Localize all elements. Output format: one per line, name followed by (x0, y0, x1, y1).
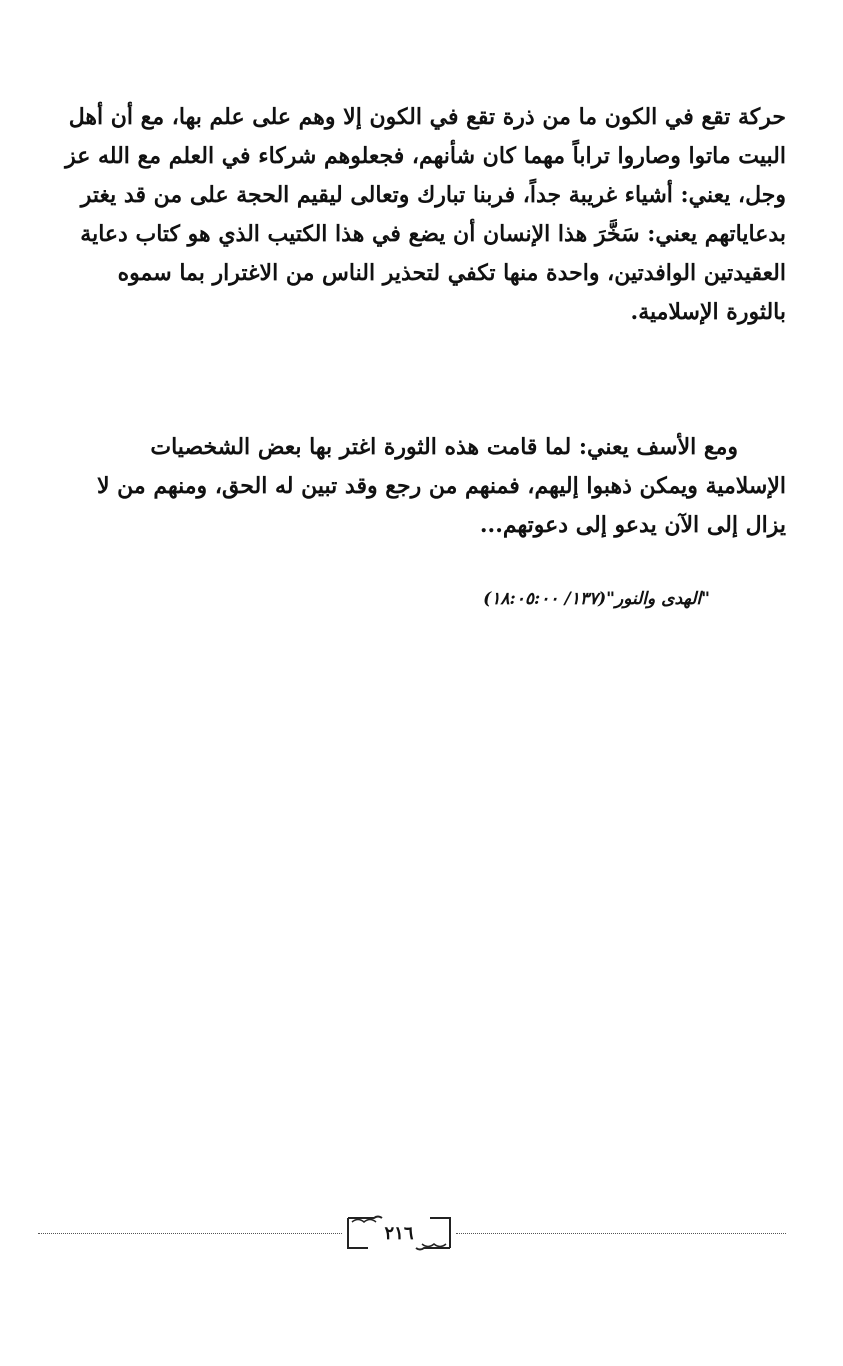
text-line: العقيدتين الوافدتين، واحدة منها تكفي لتحذير الناس من الاغترار بما سموه (117, 260, 786, 286)
source-citation: "الهدى والنور"(١٣٧/ ١٨:٠٥:٠٠) (483, 589, 710, 609)
text-line: يزال إلى الآن يدعو إلى دعوتهم... (479, 512, 786, 538)
text-line: حركة تقع في الكون ما من ذرة تقع في الكون إلا وهم على علم بها، مع أن أهل (68, 104, 786, 130)
text-line: وجل، يعني: أشياء غريبة جداً، فربنا تبارك وتعالى ليقيم الحجة على من قد يغتر (80, 182, 786, 208)
text-line: الإسلامية ويمكن ذهبوا إليهم، فمنهم من رجع وقد تبين له الحق، ومنهم من لا (96, 473, 786, 499)
text-line: البيت ماتوا وصاروا تراباً مهما كان شأنهم، فجعلوهم شركاء في العلم مع الله عز (65, 143, 786, 169)
footer-divider-right (456, 1233, 786, 1234)
text-line: بدعاياتهم يعني: سَخَّرَ هذا الإنسان أن يضع في هذا الكتيب الذي هو كتاب دعاية (80, 221, 786, 247)
page-number-frame (344, 1214, 454, 1252)
page-number: ٢١٦ (384, 1223, 414, 1244)
text-line: بالثورة الإسلامية. (630, 299, 786, 325)
paragraph-1 (38, 98, 786, 332)
text-line: ومع الأسف يعني: لما قامت هذه الثورة اغتر بها بعض الشخصيات (150, 434, 738, 460)
footer-divider-left (38, 1233, 342, 1234)
paragraph-2 (38, 428, 786, 545)
